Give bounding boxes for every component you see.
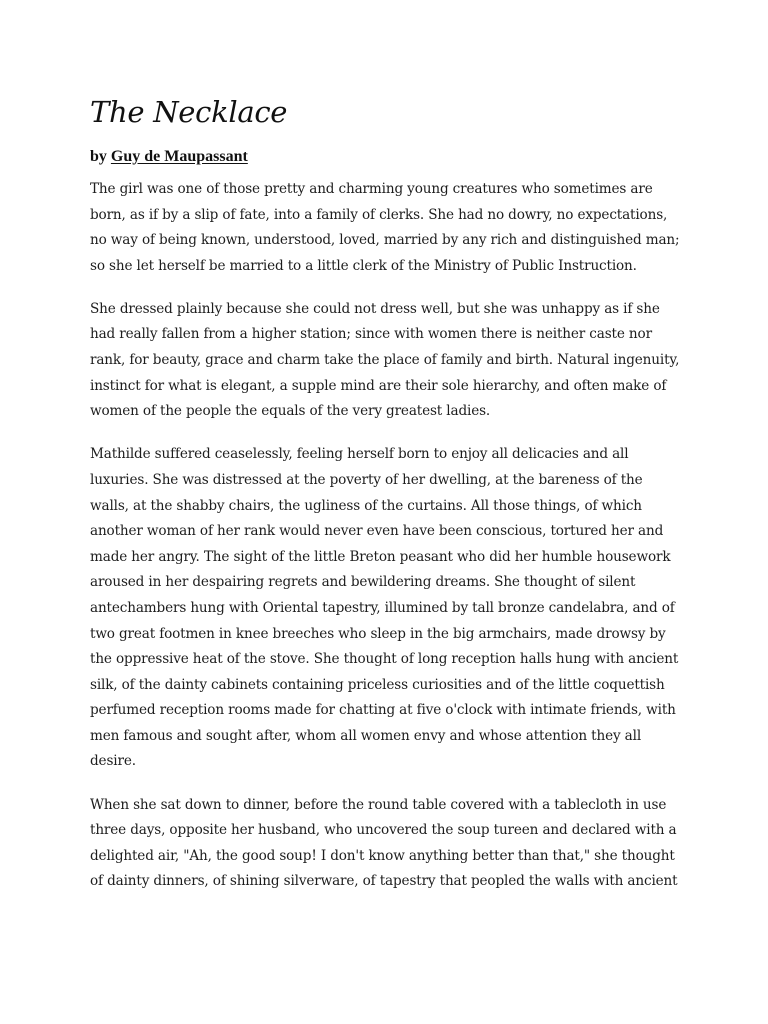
- paragraph-1: The girl was one of those pretty and charming young creatures who sometimes are born, as if by a slip of fate, into a family of clerks. She had no dowry, no expectations, no way of being known, understood, loved, married by any rich and distinguished man; so she let herself be married to a little clerk of the Ministry of Public Instruction.: [90, 181, 680, 274]
- document-page: [90, 92, 680, 912]
- paragraph-2: She dressed plainly because she could not dress well, but she was unhappy as if she had really fallen from a higher station; since with women there is neither caste nor rank, for beauty, grace and charm take the place of family and birth. Natural ingenuity, instinct for what is elegant, a supple mind are their sole hierarchy, and often make of women of the people the equals of the very greatest ladies.: [90, 300, 680, 420]
- byline-prefix: by: [90, 148, 111, 165]
- story-body: [90, 177, 680, 895]
- paragraph-4: When she sat down to dinner, before the round table covered with a tablecloth in use three days, opposite her husband, who uncovered the soup tureen and declared with a delighted air, "Ah, the good soup! I don't know anything better than that," she thought of dainty dinners, of shining silverware, of tapestry that peopled the walls with ancient: [90, 796, 678, 890]
- story-title: The Necklace: [90, 95, 288, 129]
- byline: [90, 146, 680, 168]
- paragraph-3: Mathilde suffered ceaselessly, feeling herself born to enjoy all delicacies and all luxuries. She was distressed at the poverty of her dwelling, at the bareness of the walls, at the shabby chairs, the ugliness of the curtains. All those things, of which another woman of her rank would never even have been conscious, tortured her and made her angry. The sight of the little Breton peasant who did her humble housework aroused in her despairing regrets and bewildering dreams. She thought of silent antechambers hung with Oriental tapestry, illumined by tall bronze candelabra, and of two great footmen in knee breeches who sleep in the big armchairs, made drowsy by the oppressive heat of the stove. She thought of long reception halls hung with ancient silk, of the dainty cabinets containing priceless curiosities and of the little coquettish perfumed reception rooms made for chatting at five o'clock with intimate friends, with men famous and sought after, whom all women envy and whose attention they all desire.: [90, 446, 679, 770]
- author-link[interactable]: Guy de Maupassant: [110, 148, 248, 165]
